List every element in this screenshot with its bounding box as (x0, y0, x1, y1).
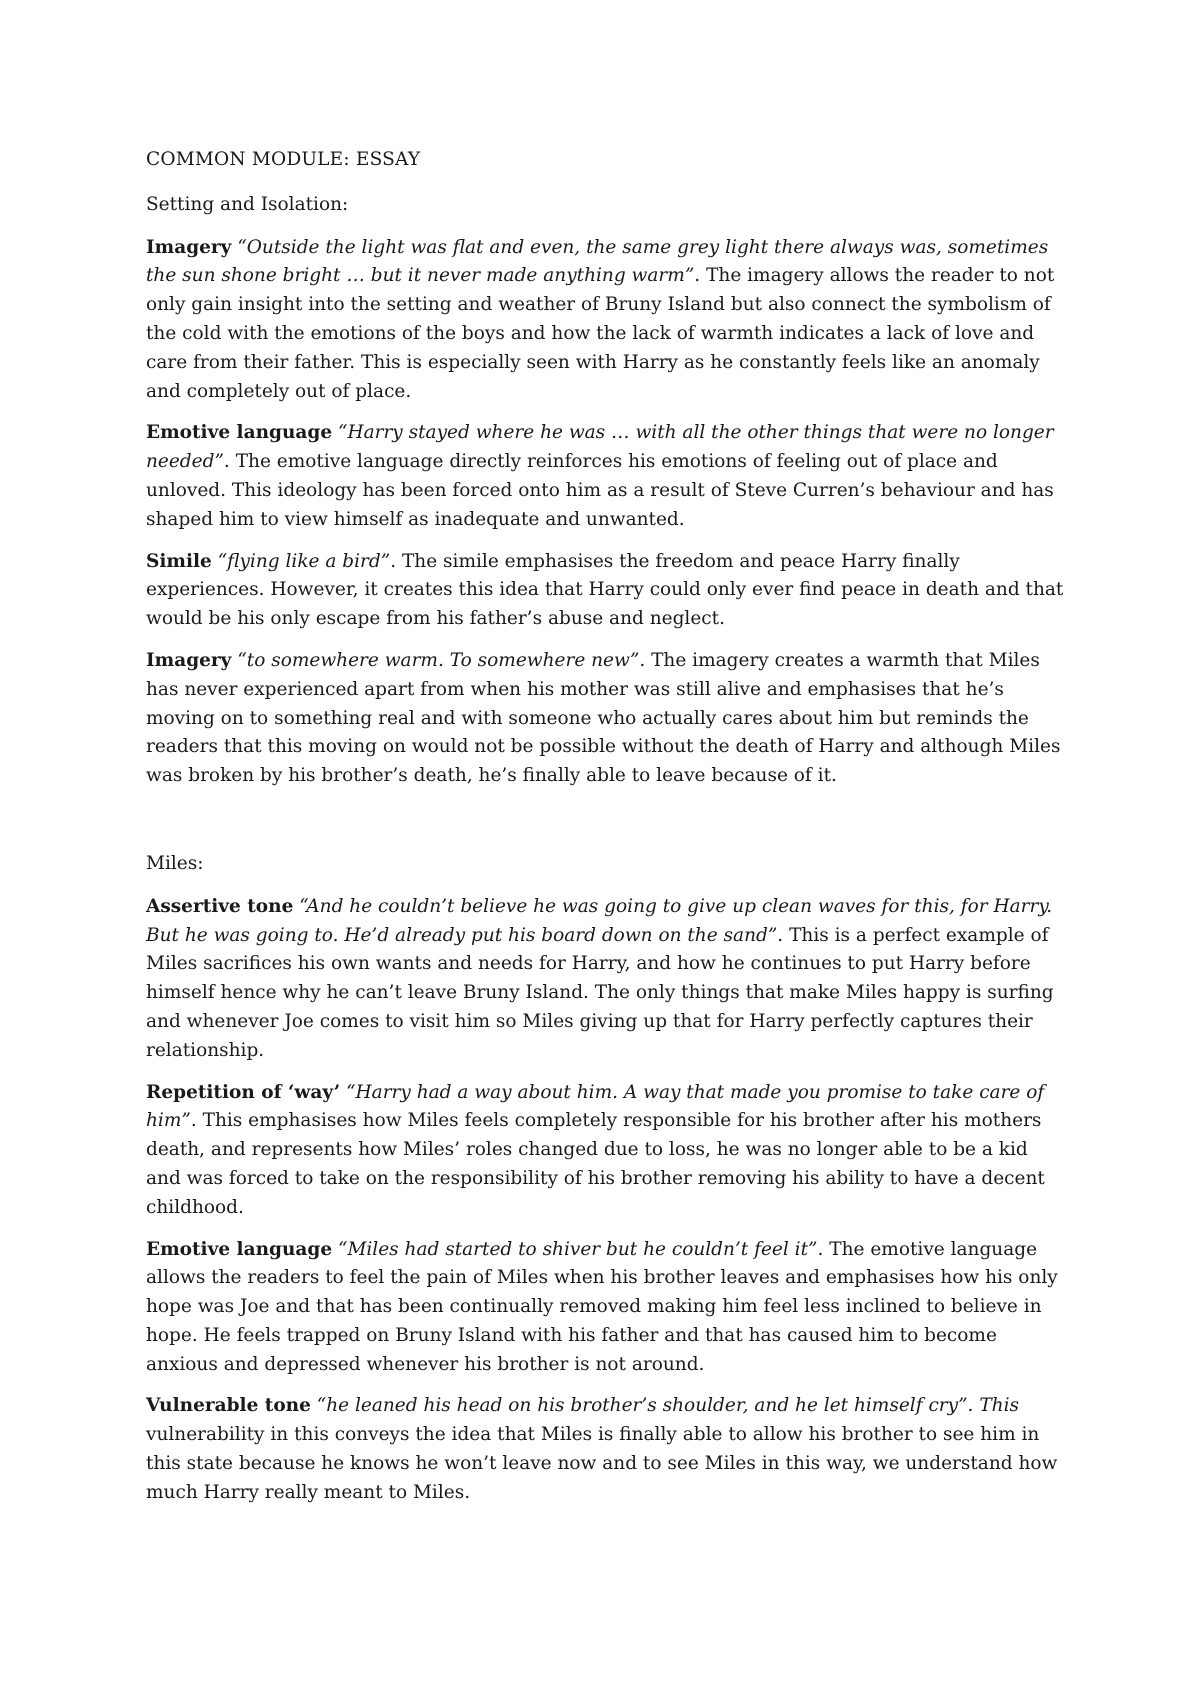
analysis-text: vulnerability in this conveys the idea that Miles is finally able to allow his brother to see him in this state because he knows he won’t leave now and to see Miles in this way, we understand how much Harry really meant to Miles. (146, 1424, 1058, 1503)
technique-term: Emotive language (146, 422, 333, 444)
analysis-text: The simile emphasises the freedom and peace Harry finally experiences. However, it creates this idea that Harry could only ever find peace in death and that would be his only escape from his father’s abuse and neglect. (146, 550, 1064, 630)
section-heading: Setting and Isolation: (146, 193, 349, 215)
analysis-paragraph (146, 419, 1066, 534)
technique-term: Imagery (146, 649, 232, 671)
quote-punct: . (817, 1238, 824, 1260)
analysis-text: The imagery allows the reader to not only gain insight into the setting and weather of Bruny Island but also connect the symbolism of the cold with the emotions of the boys and how the lack of warmth indicates a lack of love and care from their father. This is especially seen with Harry as he constantly feels like an anomaly and completely out of place. (146, 265, 1055, 402)
technique-term: Simile (146, 550, 212, 572)
analysis-paragraph (146, 1079, 1066, 1223)
quote-text: “Harry had a way about him. A way that made you promise to take care of him” (146, 1081, 1045, 1132)
analysis-text: The emotive language directly reinforces his emotions of feeling out of place and unloved. This ideology has been forced onto him as a result of Steve Curren’s behaviour and has shaped him to view himself as inadequate and unwanted. (146, 451, 1054, 530)
analysis-paragraph (146, 647, 1066, 791)
section-miles (146, 850, 1066, 1508)
quote-punct: . (639, 649, 646, 671)
document-title: COMMON MODULE: ESSAY (146, 149, 421, 170)
analysis-paragraph (146, 1236, 1066, 1380)
analysis-text: This is a perfect example of Miles sacrifices his own wants and needs for Harry, and how he continues to put Harry before himself hence why he can’t leave Bruny Island. The only things that make Miles happy is surfing and whenever Joe comes to visit him so Miles giving up that for Harry perfectly captures their relationship. (146, 924, 1054, 1061)
quote-text: “Harry stayed where he was … with all the other things that were no longer needed” (146, 422, 1054, 473)
technique-term: Vulnerable tone (146, 1395, 311, 1417)
technique-term: Emotive language (146, 1238, 333, 1260)
quote-text: “And he couldn’t believe he was going to give up clean waves for this, for Harry. But he was going to. He’d already put his board down on the sand” (146, 895, 1053, 946)
technique-term: Repetition of ‘way’ (146, 1081, 341, 1103)
quote-text: “Outside the light was flat and even, the same grey light there always was, sometimes the sun shone bright … but it never made anything warm” (146, 236, 1049, 287)
quote-text: “he leaned his head on his brother’s shoulder, and he let himself cry”. This (316, 1395, 1019, 1417)
analysis-text: The imagery creates a warmth that Miles has never experienced apart from when his mother was still alive and emphasises that he’s moving on to something real and with someone who actually cares about him but reminds the readers that this moving on would not be possible without the death of Harry and although Miles was broken by his brother’s death, he’s finally able to leave because of it. (146, 649, 1061, 787)
quote-text: “flying like a bird” (217, 550, 391, 572)
technique-term: Assertive tone (146, 895, 294, 917)
analysis-paragraph (146, 548, 1066, 634)
analysis-text: The emotive language allows the readers to feel the pain of Miles when his brother leaves and emphasises how his only hope was Joe and that has been continually removed making him feel less inclined to believe in hope. He feels trapped on Bruny Island with his father and that has caused him to become anxious and depressed whenever his brother is not around. (146, 1238, 1058, 1375)
technique-term: Imagery (146, 236, 232, 258)
quote-punct: . (694, 265, 701, 287)
analysis-paragraph (146, 893, 1066, 1066)
quote-punct: . (777, 924, 784, 946)
analysis-paragraph (146, 1392, 1066, 1507)
analysis-paragraph (146, 234, 1066, 407)
analysis-text: This emphasises how Miles feels completely responsible for his brother after his mothers death, and represents how Miles’ roles changed due to loss, he was no longer able to be a kid and was forced to take on the responsibility of his brother removing his ability to have a decent childhood. (146, 1110, 1045, 1218)
document-page (146, 146, 1066, 1521)
quote-punct: . (223, 451, 230, 473)
quote-text: “Miles had started to shiver but he couldn’t feel it” (337, 1238, 818, 1260)
section-heading: Miles: (146, 852, 204, 874)
quote-punct: . (190, 1110, 197, 1132)
section-spacer (146, 804, 1066, 850)
section-setting-isolation (146, 191, 1066, 791)
quote-text: “to somewhere warm. To somewhere new” (237, 649, 640, 671)
quote-punct: . (390, 550, 397, 572)
